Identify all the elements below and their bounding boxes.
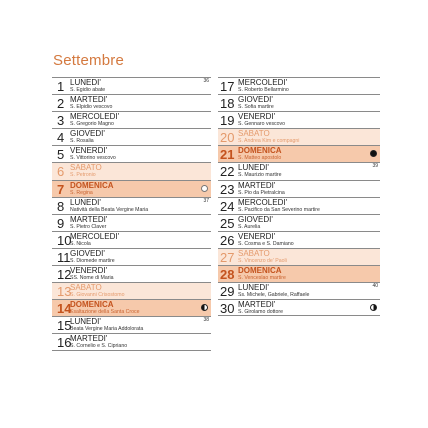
weekday-name: MARTEDI'	[70, 214, 108, 224]
day-row	[218, 214, 380, 231]
weekday-name: MERCOLEDI'	[70, 231, 120, 241]
day-row	[218, 197, 380, 214]
weekday-name: MERCOLEDI'	[70, 112, 120, 122]
weekday-name: DOMENICA	[238, 266, 282, 276]
weekday-name: SABATO	[238, 248, 270, 258]
day-row	[218, 248, 380, 265]
day-number: 5	[57, 147, 65, 163]
day-row	[52, 128, 211, 145]
saint-name: S. Gregorio Magno	[70, 121, 114, 128]
day-number: 20	[220, 130, 235, 146]
day-row	[52, 248, 211, 265]
day-number: 17	[220, 79, 235, 94]
saint-name: Esaltazione della Santa Croce	[70, 309, 140, 316]
day-row	[52, 197, 211, 214]
day-number: 18	[220, 96, 235, 112]
day-row	[52, 162, 211, 179]
day-number: 23	[220, 181, 235, 197]
saint-name: S. Nicola	[70, 240, 91, 247]
weekday-name: GIOVEDI'	[238, 95, 273, 105]
saint-name: Ss. Michele, Gabriele, Raffaele	[238, 292, 310, 299]
new-moon-icon	[370, 150, 377, 157]
saint-name: S. Roberto Bellarmino	[238, 87, 289, 93]
day-row	[52, 111, 211, 128]
day-number: 15	[57, 318, 72, 334]
day-number: 11	[57, 249, 71, 265]
weekday-name: DOMENICA	[238, 146, 282, 156]
day-row	[52, 94, 211, 111]
week-number: 38	[203, 317, 209, 324]
weekday-name: VENERDI'	[238, 112, 276, 122]
day-number: 28	[220, 267, 235, 283]
saint-name: S. Sofia martire	[238, 104, 274, 111]
day-row	[218, 111, 380, 128]
saint-name: S. Maurizio martire	[238, 172, 282, 179]
day-number: 29	[220, 284, 235, 300]
weekday-name: GIOVEDI'	[238, 214, 273, 224]
day-row	[52, 316, 211, 333]
day-number: 13	[57, 284, 72, 300]
saint-name: S. Diomede martire	[70, 257, 115, 264]
saint-name: S. Cornelio e S. Cipriano	[70, 343, 128, 350]
day-number: 16	[57, 335, 72, 351]
saint-name: S. Pacifico da San Severino martire	[238, 206, 320, 213]
day-number: 25	[220, 215, 235, 231]
day-number: 8	[57, 198, 65, 214]
saint-name: S. Cosma e S. Damiano	[238, 240, 294, 247]
day-number: 2	[57, 96, 65, 112]
saint-name: S. Matteo apostolo	[238, 155, 282, 162]
day-row	[52, 282, 211, 299]
day-number: 19	[220, 113, 235, 129]
day-number: 10	[57, 232, 72, 248]
day-number: 3	[57, 113, 65, 129]
saint-name: S. Venceslao martire	[238, 275, 286, 282]
weekday-name: DOMENICA	[70, 300, 114, 310]
day-row	[52, 180, 211, 197]
week-number: 39	[372, 163, 378, 170]
saint-name: Beata Vergine Maria Addolorata	[70, 326, 144, 333]
last-moon-icon	[201, 304, 208, 311]
day-row	[218, 128, 380, 145]
day-row	[218, 282, 380, 299]
day-row	[52, 299, 211, 316]
weekday-name: GIOVEDI'	[70, 129, 105, 139]
day-row	[218, 231, 380, 248]
week-number: 36	[203, 78, 209, 84]
saint-name: S. Pio da Pietralcina	[238, 189, 285, 196]
day-number: 1	[57, 79, 65, 94]
day-row	[52, 214, 211, 231]
full-moon-icon	[201, 185, 208, 192]
day-row	[52, 145, 211, 162]
saint-name: S. Vincenzo de' Paoli	[238, 257, 287, 264]
day-number: 9	[57, 215, 65, 231]
weekday-name: VENERDI'	[70, 146, 108, 156]
weekday-name: LUNEDI'	[238, 283, 269, 293]
saint-name: S. Egidio abate	[70, 87, 106, 93]
saint-name: S. Aurelia	[238, 223, 261, 230]
weekday-name: MERCOLEDI'	[238, 78, 288, 87]
day-row	[218, 77, 380, 94]
weekday-name: MARTEDI'	[238, 300, 276, 310]
day-number: 7	[57, 181, 65, 197]
saint-name: SS. Nome di Maria	[70, 275, 114, 282]
saint-name: S. Girolamo dottore	[238, 309, 283, 316]
saint-name: S. Petronio	[70, 172, 96, 179]
day-row	[218, 265, 380, 282]
saint-name: S. Giovanni Crisostomo	[70, 292, 125, 299]
weekday-name: VENERDI'	[238, 231, 276, 241]
day-number: 21	[220, 147, 235, 163]
weekday-name: DOMENICA	[70, 180, 114, 190]
day-row	[218, 299, 380, 316]
saint-name: S. Rosalia	[70, 138, 94, 145]
left-column	[52, 77, 211, 351]
day-row	[218, 180, 380, 197]
weekday-name: LUNEDI'	[70, 317, 101, 327]
month-title: Settembre	[53, 52, 124, 69]
first-moon-icon	[370, 304, 377, 311]
weekday-name: VENERDI'	[70, 266, 108, 276]
day-number: 14	[57, 301, 72, 317]
weekday-name: MARTEDI'	[70, 95, 108, 105]
day-number: 4	[57, 130, 65, 146]
day-row	[218, 145, 380, 162]
saint-name: S. Pietro Claver	[70, 223, 107, 230]
saint-name: Natività della Beata Vergine Maria	[70, 206, 149, 213]
saint-name: S. Gennaro vescovo	[238, 121, 286, 128]
day-number: 24	[220, 198, 235, 214]
week-number: 37	[203, 197, 209, 204]
weekday-name: SABATO	[70, 283, 102, 293]
day-number: 26	[220, 232, 235, 248]
saint-name: S. Vittorino vescovo	[70, 155, 116, 162]
weekday-name: MERCOLEDI'	[238, 197, 288, 207]
weekday-name: LUNEDI'	[70, 197, 101, 207]
weekday-name: LUNEDI'	[238, 163, 269, 173]
day-number: 27	[220, 249, 235, 265]
day-row	[52, 333, 211, 350]
weekday-name: SABATO	[238, 129, 270, 139]
day-number: 22	[220, 164, 235, 180]
weekday-name: SABATO	[70, 163, 102, 173]
weekday-name: LUNEDI'	[70, 78, 101, 87]
day-number: 12	[57, 267, 72, 283]
day-row	[52, 265, 211, 282]
right-column	[218, 77, 380, 316]
weekday-name: MARTEDI'	[238, 180, 276, 190]
day-row	[52, 231, 211, 248]
saint-name: S. Regina	[70, 189, 93, 196]
day-row	[52, 77, 211, 94]
weekday-name: GIOVEDI'	[70, 248, 105, 258]
week-number: 40	[372, 283, 378, 290]
day-number: 6	[57, 164, 65, 180]
day-row	[218, 94, 380, 111]
day-row	[218, 162, 380, 179]
saint-name: S. Andrea Kim e compagni	[238, 138, 300, 145]
weekday-name: MARTEDI'	[70, 334, 108, 344]
day-number: 30	[220, 301, 235, 317]
saint-name: S. Elpidio vescovo	[70, 104, 113, 111]
